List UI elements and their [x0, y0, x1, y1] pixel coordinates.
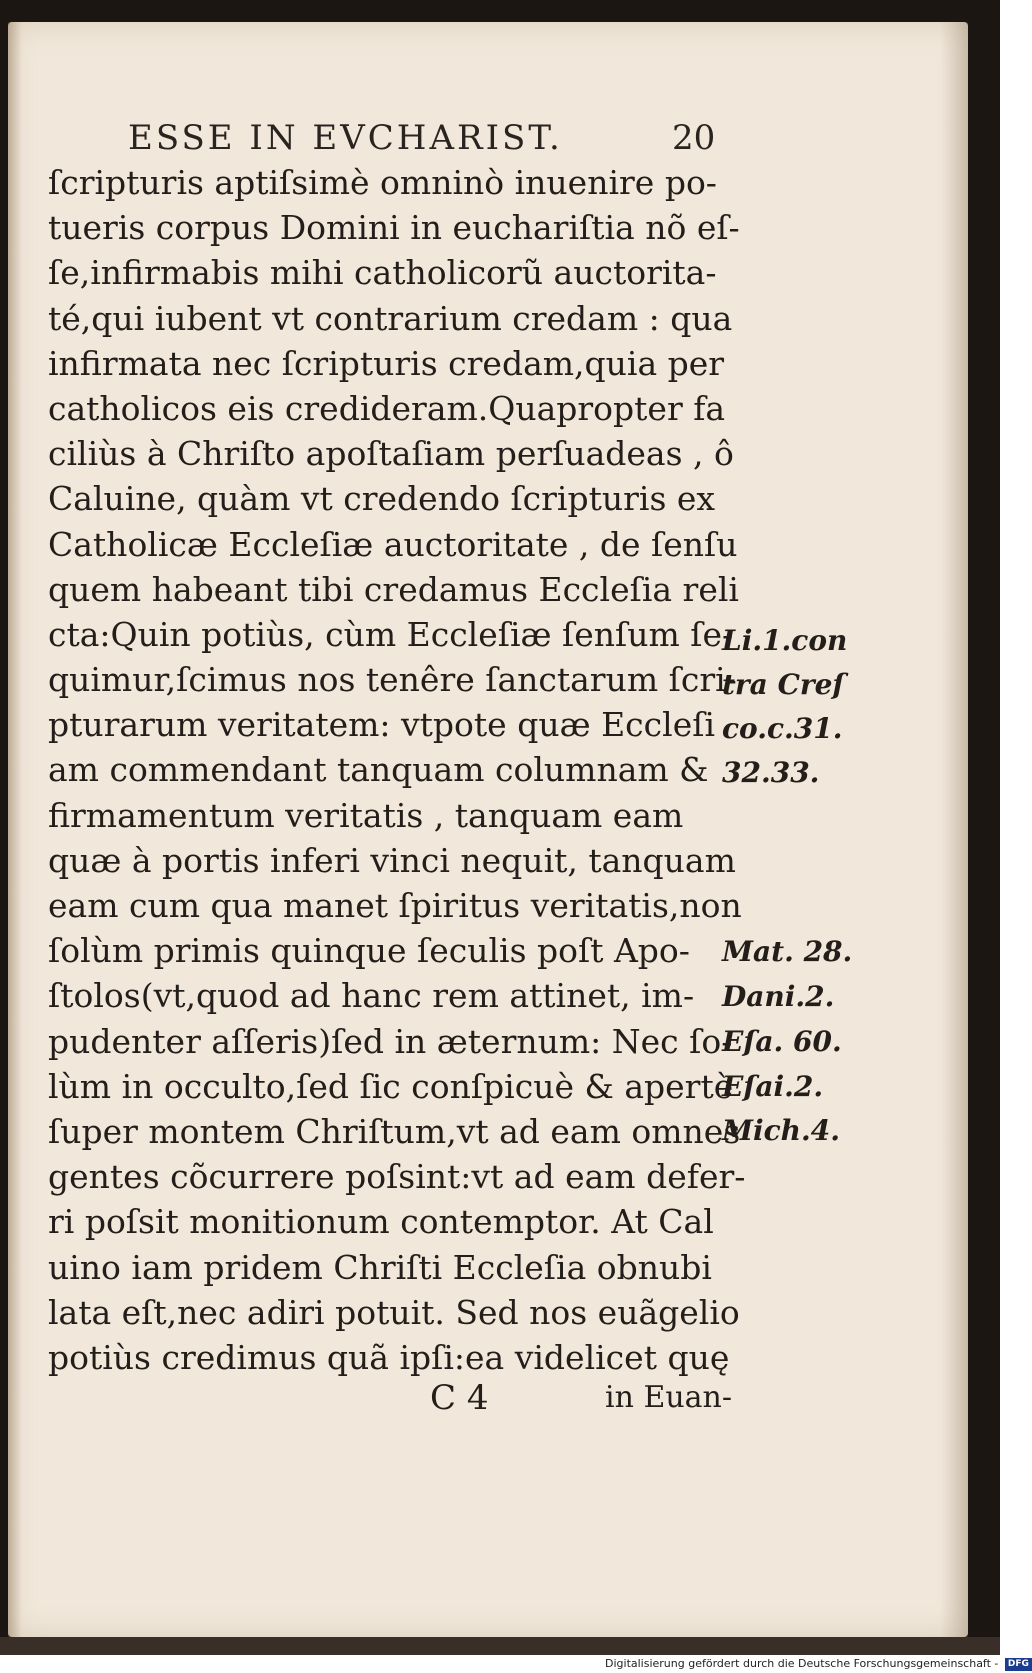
catchword: in Euan-	[605, 1380, 733, 1415]
text-line: gentes cõcurrere poſsint:vt ad eam defer-	[48, 1157, 746, 1197]
text-line: potiùs credimus quã ipſi:ea videlicet quę	[48, 1337, 730, 1377]
text-line: am commendant tanquam columnam &	[48, 750, 709, 790]
text-line: lata eſt,nec adiri potuit. Sed nos euãgelio	[48, 1292, 740, 1332]
marginal-note: co.c.31.	[722, 712, 843, 745]
text-line: firmamentum veritatis , tanquam eam	[48, 795, 684, 835]
folio-number: 20	[672, 118, 716, 158]
text-line: quem habeant tibi credamus Eccleſia reli	[48, 569, 739, 609]
text-line: pturarum veritatem: vtpote quæ Eccleſi	[48, 705, 715, 745]
text-line: pudenter aſſeris)ſed in æternum: Nec ſo-	[48, 1021, 733, 1061]
marginal-note: Eſa. 60.	[722, 1025, 842, 1058]
text-line: ſolùm primis quinque ſeculis poſt Apo-	[48, 931, 690, 971]
marginal-note: Dani.2.	[722, 980, 835, 1013]
text-line: infirmata nec ſcripturis credam,quia per	[48, 343, 725, 383]
footer-text: Digitalisierung gefördert durch die Deutsche Forschungsgemeinschaft -	[605, 1657, 999, 1670]
text-line: catholicos eis credideram.Quapropter fa	[48, 388, 726, 428]
scan-bottom-band	[0, 1637, 1000, 1655]
marginal-note: Mat. 28.	[722, 935, 853, 968]
text-line: ri poſsit monitionum contemptor. At Cal	[48, 1202, 714, 1242]
text-line: ſe,infirmabis mihi catholicorũ auctorita-	[48, 253, 717, 293]
text-line: ciliùs à Chriſto apoſtaſiam perſuadeas , ô	[48, 434, 734, 474]
dfg-logo: DFG	[1005, 1658, 1032, 1671]
running-head: ESSE IN EVCHARIST.	[128, 118, 563, 158]
text-line: Catholicæ Eccleſiæ auctoritate , de ſenſu	[48, 524, 738, 564]
text-line: ſtolos(vt,quod ad hanc rem attinet, im-	[48, 976, 695, 1016]
text-line: ſuper montem Chriſtum,vt ad eam omnes	[48, 1111, 741, 1151]
text-block	[48, 160, 748, 1380]
marginal-note: Li.1.con	[722, 624, 848, 657]
text-line: quimur,ſcimus nos tenêre ſanctarum ſcri-	[48, 660, 737, 700]
text-line: ſcripturis aptiſsimè omninò inuenire po-	[48, 163, 717, 202]
text-line: lùm in occulto,ſed ſic conſpicuè & apertè	[48, 1066, 734, 1106]
text-line: Caluine, quàm vt credendo ſcripturis ex	[48, 479, 716, 519]
text-line: eam cum qua manet ſpiritus veritatis,non	[48, 886, 742, 925]
marginal-note: Mich.4.	[722, 1114, 841, 1147]
marginal-note: Eſai.2.	[722, 1070, 824, 1103]
text-line: quæ à portis inferi vinci nequit, tanquam	[48, 840, 736, 880]
digitization-footer	[605, 1655, 1032, 1673]
page-edge-shadow	[940, 22, 968, 1637]
text-line: tueris corpus Domini in euchariſtia nõ eſ-	[48, 208, 740, 248]
page-gutter-shadow	[8, 22, 22, 1637]
text-line: cta:Quin potiùs, cùm Eccleſiæ ſenſum ſe-	[48, 614, 734, 654]
text-line: uino iam pridem Chriſti Eccleſia obnubi	[48, 1247, 712, 1287]
text-line: té,qui iubent vt contrarium credam : qua	[48, 298, 733, 338]
signature-mark: C 4	[430, 1378, 489, 1418]
marginal-note: tra Creſ	[722, 668, 845, 701]
marginal-note: 32.33.	[722, 756, 820, 789]
